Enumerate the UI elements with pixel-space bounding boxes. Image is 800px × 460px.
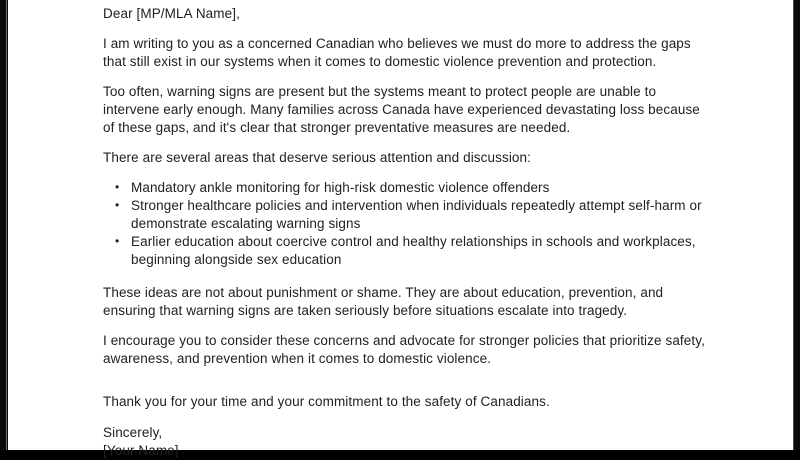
letterbox-bar-left <box>0 0 8 450</box>
letterbox-bar-right <box>793 0 800 450</box>
letter-paragraph-warning-signs: Too often, warning signs are present but the systems meant to protect people are unable to intervene early enough. Many families across Canada have experienced devastating loss because of these gaps, and it's clear that stronger preventative measures are needed. <box>103 84 700 135</box>
letter-signature-block <box>103 424 705 460</box>
letter-signoff: Sincerely, <box>103 425 163 440</box>
bullet-dot-icon: • <box>115 180 120 194</box>
letter-page <box>8 0 793 458</box>
bullet-item-earlier-education <box>115 233 705 269</box>
letter-bullet-list <box>103 179 705 269</box>
bullet-dot-icon: • <box>115 198 120 212</box>
letter-paragraph-encourage: I encourage you to consider these concerns and advocate for stronger policies that prioritize safety, awareness, and prevention when it comes to domestic violence. <box>103 333 705 366</box>
bullet-item-healthcare-policies <box>115 197 705 233</box>
letter-signature-placeholder: [Your Name] <box>103 443 179 458</box>
letterbox-edge-line <box>6 0 7 450</box>
letter-closing-thanks: Thank you for your time and your commitment to the safety of Canadians. <box>103 394 550 409</box>
letter-greeting: Dear [MP/MLA Name], <box>103 6 240 21</box>
bullet-item-text: Stronger healthcare policies and intervention when individuals repeatedly attempt self-harm or demonstrate escalating warning signs <box>131 198 702 231</box>
bullet-item-ankle-monitoring <box>115 179 705 197</box>
letter-paragraph-not-punishment: These ideas are not about punishment or shame. They are about education, prevention, and ensuring that warning signs are taken seriously before situations escalate into tragedy. <box>103 285 664 318</box>
bullet-item-text: Mandatory ankle monitoring for high-risk domestic violence offenders <box>131 180 550 195</box>
letter-body <box>103 5 705 460</box>
letter-list-intro: There are several areas that deserve serious attention and discussion: <box>103 150 531 165</box>
letterbox-edge-line <box>793 0 794 450</box>
letter-paragraph-intro: I am writing to you as a concerned Canadian who believes we must do more to address the gaps that still exist in our systems when it comes to domestic violence prevention and protection. <box>103 36 691 69</box>
bullet-dot-icon: • <box>115 234 120 248</box>
bullet-item-text: Earlier education about coercive control and healthy relationships in schools and workplaces, beginning alongside sex education <box>131 234 696 267</box>
